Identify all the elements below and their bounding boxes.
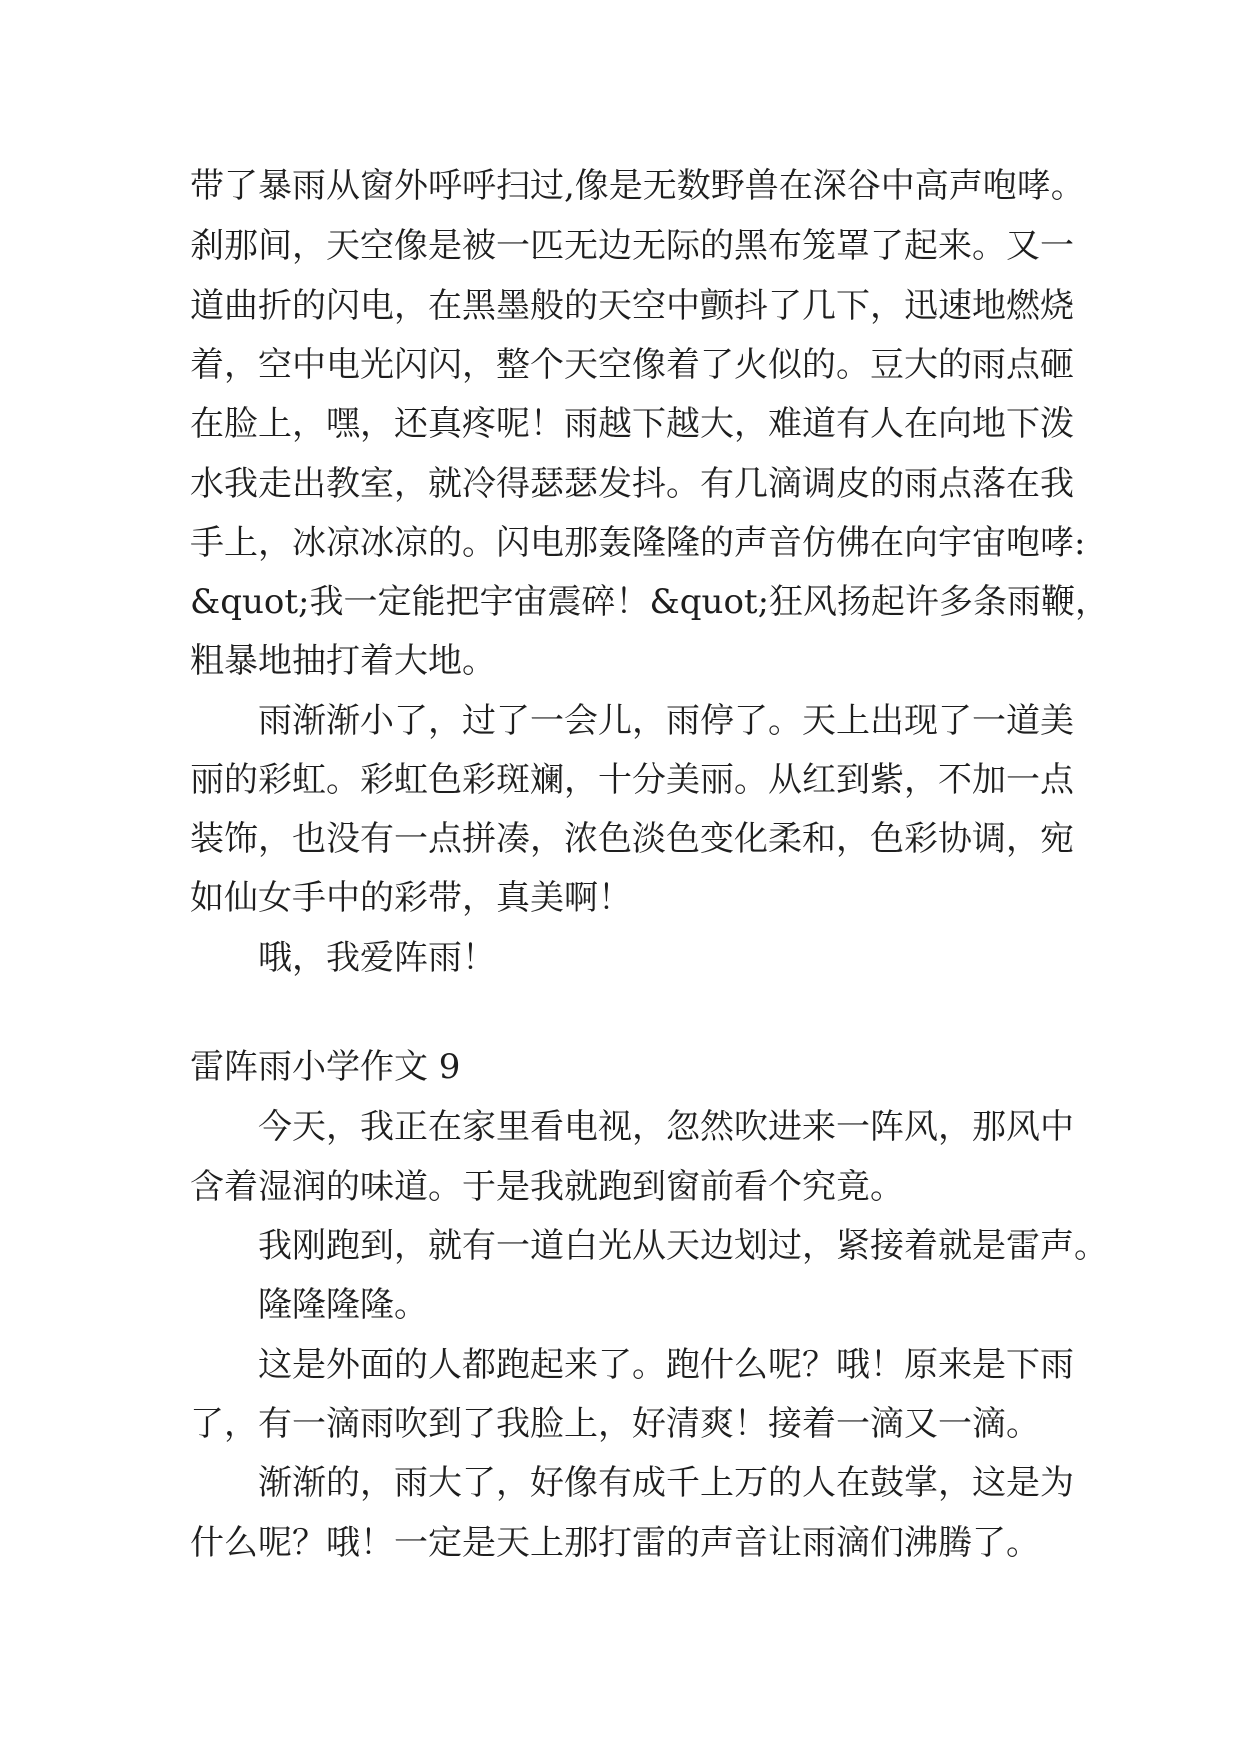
paragraph-line: 装饰，也没有一点拼凑，浓色淡色变化柔和，色彩协调，宛	[190, 819, 1074, 859]
paragraph-line: 哦，我爱阵雨！	[258, 938, 496, 978]
paragraph-line: 隆隆隆隆。	[258, 1285, 428, 1325]
paragraph-line: 粗暴地抽打着大地。	[190, 641, 496, 681]
paragraph-line: 带了暴雨从窗外呼呼扫过,像是无数野兽在深谷中高声咆哮。	[190, 166, 1085, 206]
paragraph-line: 如仙女手中的彩带，真美啊！	[190, 878, 632, 918]
section-heading: 雷阵雨小学作文 9	[190, 1047, 461, 1087]
paragraph-line: 刹那间，天空像是被一匹无边无际的黑布笼罩了起来。又一	[190, 226, 1074, 266]
paragraph-line: 渐渐的，雨大了，好像有成千上万的人在鼓掌，这是为	[258, 1463, 1074, 1503]
paragraph-line: &quot;我一定能把宇宙震碎！&quot;狂风扬起许多条雨鞭，	[190, 582, 1110, 622]
paragraph-line: 今天，我正在家里看电视，忽然吹进来一阵风，那风中	[258, 1107, 1074, 1147]
paragraph-line: 手上，冰凉冰凉的。闪电那轰隆隆的声音仿佛在向宇宙咆哮:	[190, 523, 1086, 563]
paragraph-line: 雨渐渐小了，过了一会儿，雨停了。天上出现了一道美	[258, 701, 1074, 741]
paragraph-line: 水我走出教室，就冷得瑟瑟发抖。有几滴调皮的雨点落在我	[190, 464, 1074, 504]
paragraph-line: 这是外面的人都跑起来了。跑什么呢？哦！原来是下雨	[258, 1345, 1074, 1385]
paragraph-line: 我刚跑到，就有一道白光从天边划过，紧接着就是雷声。	[258, 1226, 1108, 1266]
paragraph-line: 含着湿润的味道。于是我就跑到窗前看个究竟。	[190, 1167, 904, 1207]
paragraph-line: 道曲折的闪电，在黑墨般的天空中颤抖了几下，迅速地燃烧	[190, 286, 1074, 326]
paragraph-line: 在脸上，嘿，还真疼呢！雨越下越大，难道有人在向地下泼	[190, 404, 1074, 444]
paragraph-line: 了，有一滴雨吹到了我脸上，好清爽！接着一滴又一滴。	[190, 1404, 1040, 1444]
paragraph-line: 着，空中电光闪闪，整个天空像着了火似的。豆大的雨点砸	[190, 345, 1074, 385]
paragraph-line: 什么呢？哦！一定是天上那打雷的声音让雨滴们沸腾了。	[190, 1523, 1040, 1563]
paragraph-line: 丽的彩虹。彩虹色彩斑斓，十分美丽。从红到紫，不加一点	[190, 760, 1074, 800]
